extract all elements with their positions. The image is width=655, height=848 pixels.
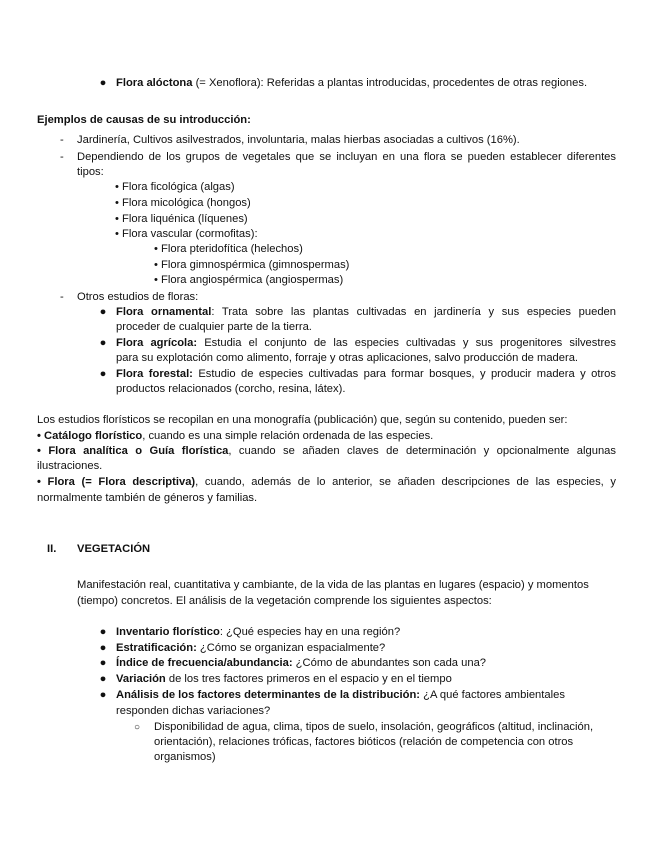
flora-type-phycological: • Flora ficológica (algas) [115,181,235,193]
forest-flora-line-1: Flora forestal: Estudio de especies cultivadas para formar bosques, y producir madera y otros [116,368,616,380]
bullet-dot: ● [99,642,107,654]
causes-item-2-line-2: tipos: [77,166,104,178]
bullet-dot: ● [99,77,107,89]
distribution-factors-line-3: organismos) [154,751,216,763]
dash-marker: - [60,151,64,163]
aspect-stratification: Estratificación: ¿Cómo se organizan espacialmente? [116,642,386,654]
vegetation-definition-line-1: Manifestación real, cuantitativa y cambiante, de la vida de las plantas en lugares (espacio) y momentos [77,579,589,591]
section-title: VEGETACIÓN [77,543,151,555]
agricultural-flora-line-2: para su explotación como alimento, forraje y otras aplicaciones, salvo producción de madera. [116,352,579,364]
agricultural-flora-line-1: Flora agrícola: Estudia el conjunto de las especies cultivadas y sus progenitores silvestres [116,337,617,349]
aspect-distribution-analysis-line-1: Análisis de los factores determinantes de la distribución: ¿A qué factores ambientales [116,689,565,701]
flora-type-lichen: • Flora liquénica (líquenes) [115,213,248,225]
floristic-catalog: • Catálogo florístico, cuando es una simple relación ordenada de las especies. [37,430,434,442]
distribution-factors-line-2: orientación), relaciones tróficas, factores bióticos (relación de competencia con otros [154,736,574,748]
hollow-bullet: ○ [134,722,141,733]
bullet-dot: ● [99,626,107,638]
causes-item-1: Jardinería, Cultivos asilvestrados, involuntaria, malas hierbas asociadas a cultivos (16%). [77,134,520,146]
bullet-dot: ● [99,657,107,669]
bullet-dot: ● [99,673,107,685]
causes-item-2-line-1: Dependiendo de los grupos de vegetales que se incluyan en una flora se pueden establecer diferentes [77,151,616,163]
vascular-type-gymnosperm: • Flora gimnospérmica (gimnospermas) [154,259,350,271]
ornamental-flora-line-1: Flora ornamental: Trata sobre las plantas cultivadas en jardinería y sus especies pueden [116,306,616,318]
aspect-distribution-analysis-line-2: responden dichas variaciones? [116,705,271,717]
flora-type-vascular: • Flora vascular (cormofitas): [115,228,258,240]
dash-marker: - [60,291,64,303]
bullet-dot: ● [99,689,107,701]
dash-marker: - [60,134,64,146]
causes-heading: Ejemplos de causas de su introducción: [37,114,251,126]
bullet-dot: ● [99,337,107,349]
ornamental-flora-line-2: proceder de cualquier parte de la tierra. [116,321,312,333]
aspect-floristic-inventory: Inventario florístico: ¿Qué especies hay en una región? [116,626,401,638]
alien-flora-item: Flora alóctona (= Xenoflora): Referidas a plantas introducidas, procedentes de otras regiones. [116,77,588,89]
aspect-frequency-index: Índice de frecuencia/abundancia: ¿Cómo de abundantes son cada una? [116,657,487,669]
aspect-variation: Variación de los tres factores primeros en el espacio y en el tiempo [116,673,452,685]
analytic-flora-line-1: • Flora analítica o Guía florística, cuando se añaden claves de determinación y opcionalmente algunas [37,445,616,457]
vegetation-definition-line-2: (tiempo) concretos. El análisis de la vegetación comprende los siguientes aspectos: [77,595,492,607]
analytic-flora-line-2: ilustraciones. [37,460,103,472]
distribution-factors-line-1: Disponibilidad de agua, clima, tipos de suelo, insolación, geográficos (altitud, inclinación, [154,721,594,733]
monographs-intro: Los estudios florísticos se recopilan en una monografía (publicación) que, según su contenido, pueden ser: [37,414,568,426]
descriptive-flora-line-1: • Flora (= Flora descriptiva), cuando, además de lo anterior, se añaden descripciones de las especies, y [37,476,616,488]
section-numeral: II. [47,543,57,555]
bullet-dot: ● [99,368,107,380]
flora-type-mycological: • Flora micológica (hongos) [115,197,251,209]
vascular-type-pteridophytic: • Flora pteridofítica (helechos) [154,243,303,255]
vascular-type-angiosperm: • Flora angiospérmica (angiospermas) [154,274,344,286]
bullet-dot: ● [99,306,107,318]
causes-item-3: Otros estudios de floras: [77,291,199,303]
forest-flora-line-2: productos relacionados (corcho, resina, látex). [116,383,346,395]
descriptive-flora-line-2: normalmente también de géneros y familias. [37,492,258,504]
